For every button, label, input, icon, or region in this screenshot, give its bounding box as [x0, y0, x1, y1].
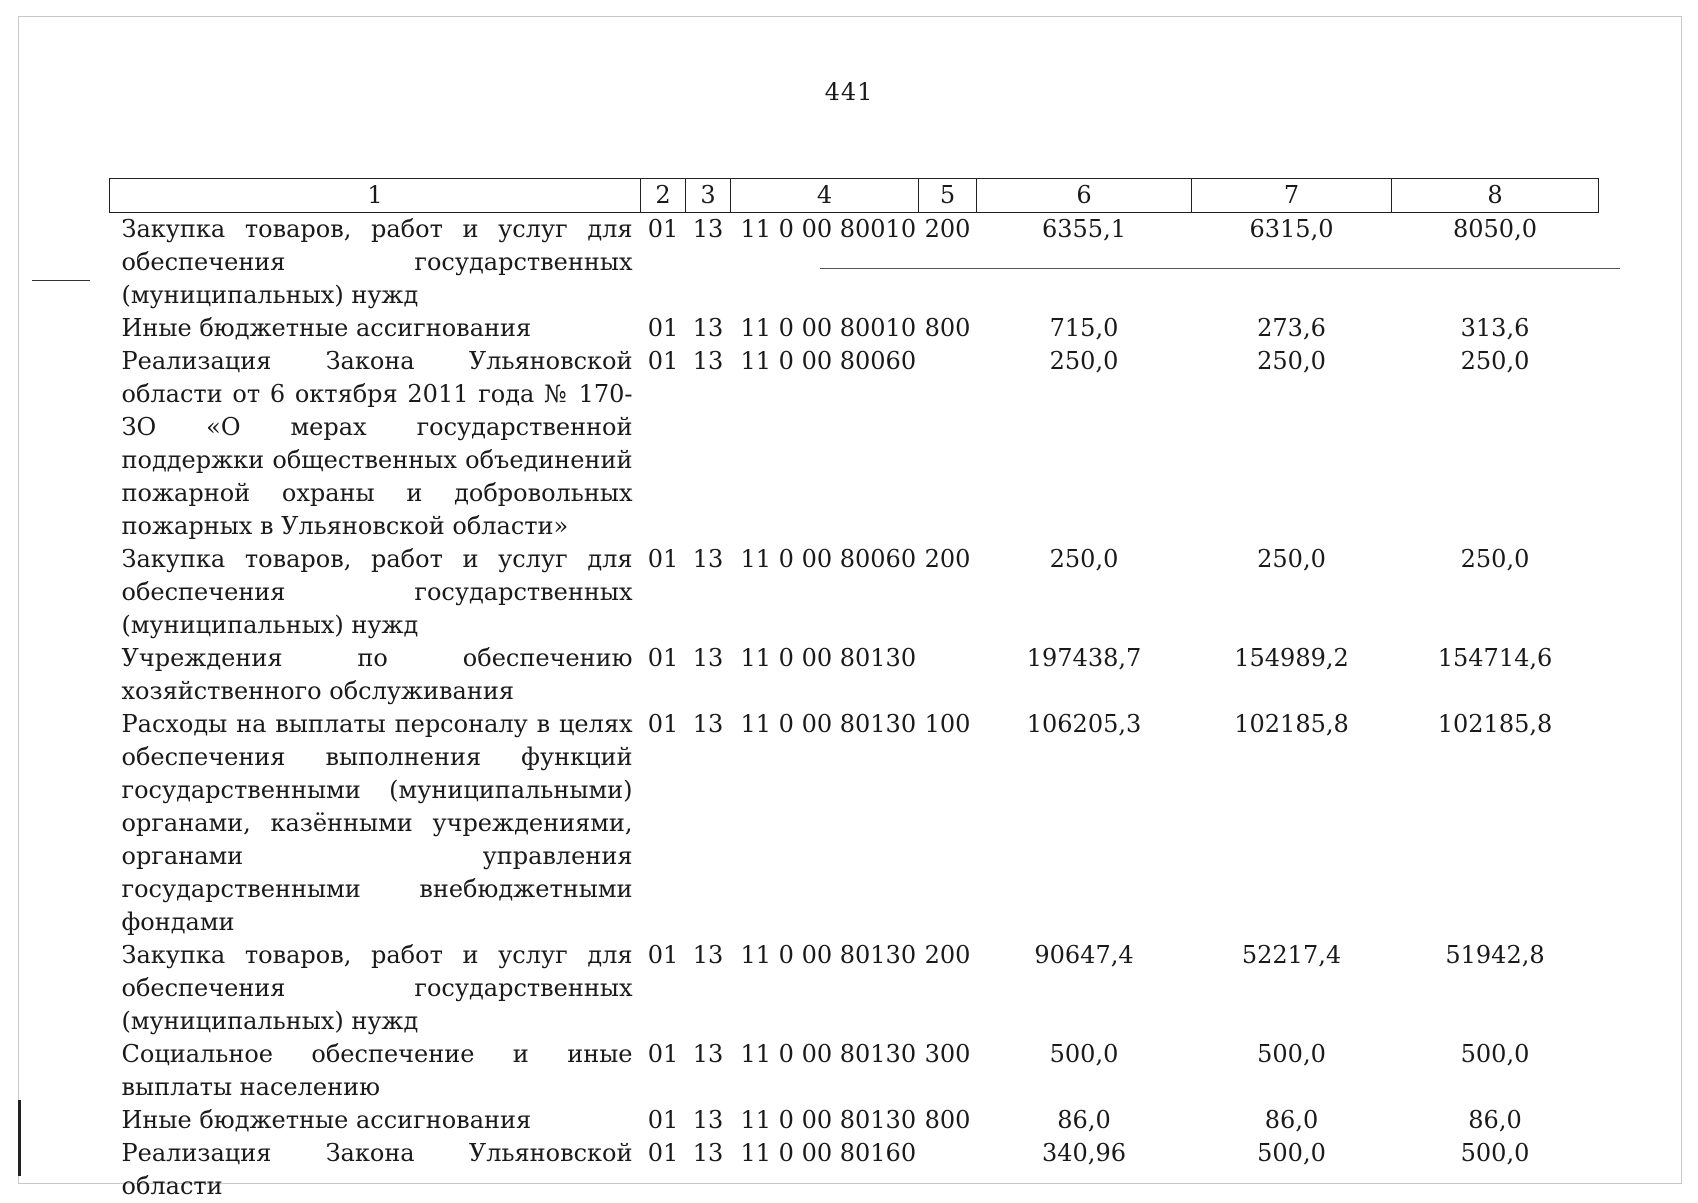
- table-row: [110, 543, 1599, 642]
- header-col-3: 3: [686, 179, 731, 213]
- row-subsection: 13: [686, 543, 731, 642]
- row-section: 01: [641, 1104, 686, 1137]
- row-value-7: 273,6: [1192, 312, 1392, 345]
- row-value-8: 86,0: [1392, 1104, 1599, 1137]
- row-value-8: 313,6: [1392, 312, 1599, 345]
- header-col-8: 8: [1392, 179, 1599, 213]
- row-value-7: 52217,4: [1192, 939, 1392, 1038]
- header-col-5: 5: [919, 179, 977, 213]
- header-col-4: 4: [731, 179, 919, 213]
- row-value-6: 197438,7: [977, 642, 1192, 708]
- row-target-code: 11 0 00 80130: [731, 1038, 919, 1104]
- row-value-7: 250,0: [1192, 543, 1392, 642]
- row-section: 01: [641, 543, 686, 642]
- row-subsection: 13: [686, 1038, 731, 1104]
- row-value-8: 102185,8: [1392, 708, 1599, 939]
- row-expense-type: [919, 345, 977, 543]
- row-value-6: 6355,1: [977, 213, 1192, 313]
- row-target-code: 11 0 00 80010: [731, 312, 919, 345]
- row-name: Закупка товаров, работ и услуг для обеспечения государственных (муниципальных) нужд: [110, 213, 641, 313]
- row-value-8: 250,0: [1392, 345, 1599, 543]
- row-value-7: 86,0: [1192, 1104, 1392, 1137]
- row-name: Учреждения по обеспечению хозяйственного обслуживания: [110, 642, 641, 708]
- row-value-6: 86,0: [977, 1104, 1192, 1137]
- row-value-7: 500,0: [1192, 1038, 1392, 1104]
- scan-mark-bottom-left: [18, 1100, 21, 1176]
- row-expense-type: 200: [919, 543, 977, 642]
- row-subsection: 13: [686, 312, 731, 345]
- page-number: 441: [0, 78, 1698, 106]
- row-value-6: 106205,3: [977, 708, 1192, 939]
- budget-table: [109, 178, 1599, 1203]
- row-target-code: 11 0 00 80130: [731, 708, 919, 939]
- row-name: Расходы на выплаты персоналу в целях обеспечения выполнения функций государственными (муниципальными) органами, казёнными учреждениями, органами управления государственными внебюджетными фондами: [110, 708, 641, 939]
- table-row: [110, 708, 1599, 939]
- row-name: Иные бюджетные ассигнования: [110, 312, 641, 345]
- row-expense-type: 800: [919, 312, 977, 345]
- row-target-code: 11 0 00 80130: [731, 642, 919, 708]
- row-target-code: 11 0 00 80130: [731, 939, 919, 1038]
- table-row: [110, 1104, 1599, 1137]
- header-col-7: 7: [1192, 179, 1392, 213]
- row-value-6: 500,0: [977, 1038, 1192, 1104]
- row-subsection: 13: [686, 642, 731, 708]
- header-col-6: 6: [977, 179, 1192, 213]
- row-section: 01: [641, 642, 686, 708]
- row-value-6: 340,96: [977, 1137, 1192, 1203]
- row-section: 01: [641, 345, 686, 543]
- row-value-7: 154989,2: [1192, 642, 1392, 708]
- row-subsection: 13: [686, 939, 731, 1038]
- row-name: Социальное обеспечение и иные выплаты населению: [110, 1038, 641, 1104]
- scan-mark-underline: [820, 268, 1620, 269]
- row-value-7: 6315,0: [1192, 213, 1392, 313]
- header-col-1: 1: [110, 179, 641, 213]
- table-header: [110, 179, 1599, 213]
- table-row: [110, 642, 1599, 708]
- table-row: [110, 939, 1599, 1038]
- row-target-code: 11 0 00 80130: [731, 1104, 919, 1137]
- header-row: [110, 179, 1599, 213]
- row-value-7: 500,0: [1192, 1137, 1392, 1203]
- header-col-2: 2: [641, 179, 686, 213]
- row-name: Закупка товаров, работ и услуг для обеспечения государственных (муниципальных) нужд: [110, 939, 641, 1038]
- row-name: Реализация Закона Ульяновской области: [110, 1137, 641, 1203]
- row-expense-type: [919, 1137, 977, 1203]
- row-value-6: 715,0: [977, 312, 1192, 345]
- row-subsection: 13: [686, 1137, 731, 1203]
- row-value-7: 250,0: [1192, 345, 1392, 543]
- row-target-code: 11 0 00 80160: [731, 1137, 919, 1203]
- row-target-code: 11 0 00 80010: [731, 213, 919, 313]
- row-value-6: 250,0: [977, 345, 1192, 543]
- row-name: Реализация Закона Ульяновской области от 6 октября 2011 года № 170-ЗО «О мерах государственной поддержки общественных объединений пожарной охраны и добровольных пожарных в Ульяновской области»: [110, 345, 641, 543]
- table-row: [110, 1137, 1599, 1203]
- table-row: [110, 345, 1599, 543]
- row-value-8: 51942,8: [1392, 939, 1599, 1038]
- row-name: Иные бюджетные ассигнования: [110, 1104, 641, 1137]
- row-subsection: 13: [686, 345, 731, 543]
- table-row: [110, 213, 1599, 313]
- row-section: 01: [641, 1038, 686, 1104]
- row-name: Закупка товаров, работ и услуг для обеспечения государственных (муниципальных) нужд: [110, 543, 641, 642]
- row-value-8: 250,0: [1392, 543, 1599, 642]
- row-value-7: 102185,8: [1192, 708, 1392, 939]
- row-section: 01: [641, 939, 686, 1038]
- row-expense-type: 200: [919, 213, 977, 313]
- table-row: [110, 312, 1599, 345]
- row-section: 01: [641, 1137, 686, 1203]
- row-value-8: 500,0: [1392, 1038, 1599, 1104]
- table-row: [110, 1038, 1599, 1104]
- scan-mark-left: [32, 280, 90, 281]
- row-value-6: 250,0: [977, 543, 1192, 642]
- row-section: 01: [641, 312, 686, 345]
- row-value-6: 90647,4: [977, 939, 1192, 1038]
- row-value-8: 8050,0: [1392, 213, 1599, 313]
- row-expense-type: 100: [919, 708, 977, 939]
- table-body: [110, 213, 1599, 1203]
- row-target-code: 11 0 00 80060: [731, 543, 919, 642]
- row-expense-type: 800: [919, 1104, 977, 1137]
- row-expense-type: 300: [919, 1038, 977, 1104]
- row-target-code: 11 0 00 80060: [731, 345, 919, 543]
- row-subsection: 13: [686, 1104, 731, 1137]
- row-subsection: 13: [686, 708, 731, 939]
- row-expense-type: [919, 642, 977, 708]
- row-section: 01: [641, 213, 686, 313]
- row-subsection: 13: [686, 213, 731, 313]
- row-value-8: 500,0: [1392, 1137, 1599, 1203]
- row-section: 01: [641, 708, 686, 939]
- row-value-8: 154714,6: [1392, 642, 1599, 708]
- row-expense-type: 200: [919, 939, 977, 1038]
